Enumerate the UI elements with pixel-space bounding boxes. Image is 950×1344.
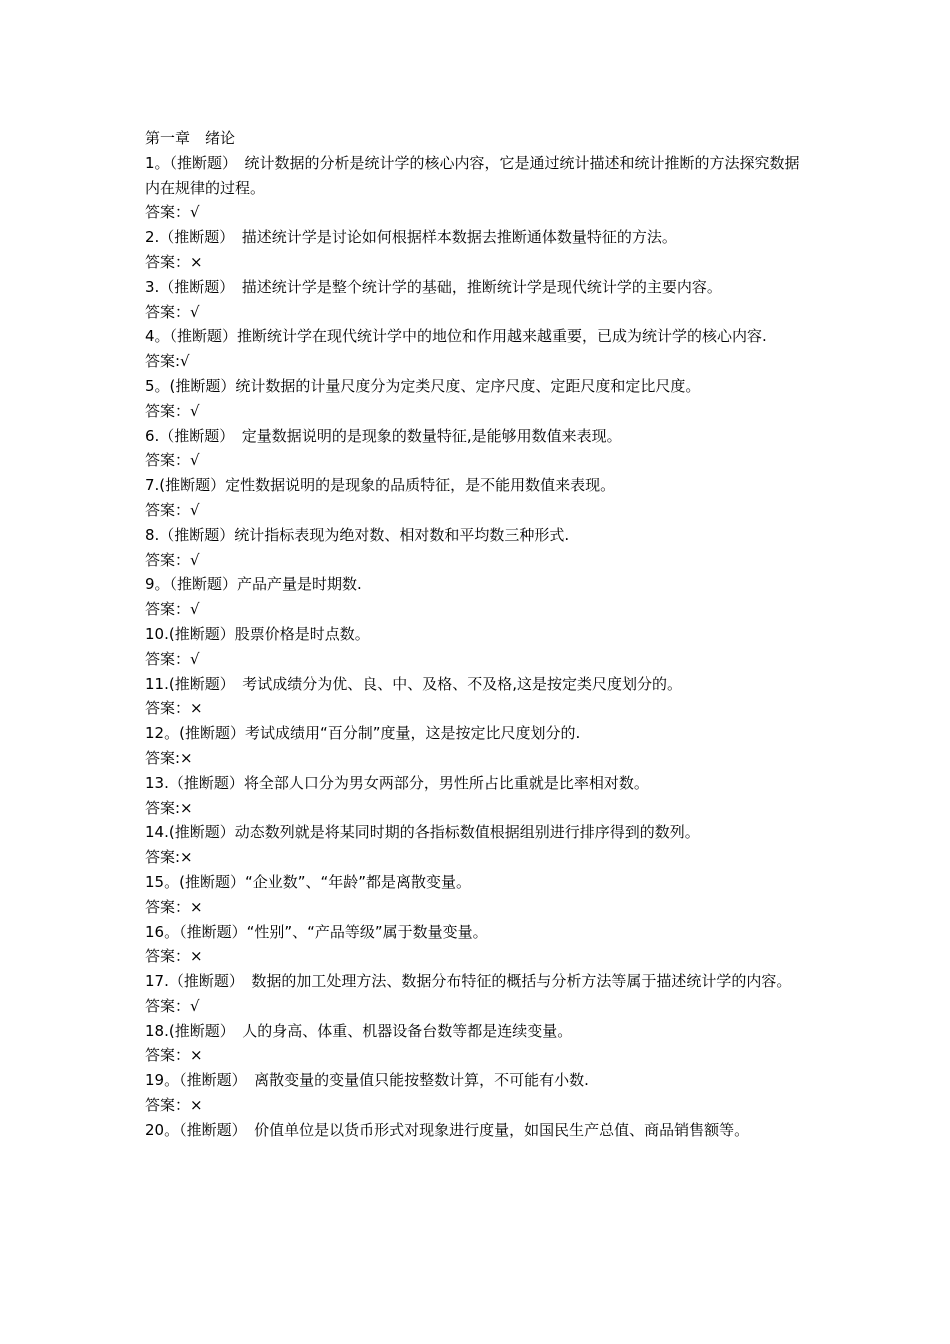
question-text: 14.(推断题）动态数列就是将某同时期的各指标数值根据组别进行排序得到的数列。 (145, 823, 700, 842)
answer-text: 答案：√ (145, 550, 200, 569)
question-text: 9。（推断题）产品产量是时期数. (145, 575, 362, 594)
question-text: 13.（推断题）将全部人口分为男女两部分，男性所占比重就是比率相对数。 (145, 773, 649, 792)
answer-text: 答案：× (145, 1096, 203, 1115)
question-text: 19。（推断题） 离散变量的变量值只能按整数计算，不可能有小数. (145, 1071, 589, 1090)
answer-text: 答案：√ (145, 401, 200, 420)
question-text: 15。(推断题）“企业数”、“年龄”都是离散变量。 (145, 872, 472, 891)
question-text: 5。(推断题）统计数据的计量尺度分为定类尺度、定序尺度、定距尺度和定比尺度。 (145, 376, 701, 395)
question-text: 8.（推断题）统计指标表现为绝对数、相对数和平均数三种形式. (145, 525, 570, 544)
answer-text: 答案：√ (145, 996, 200, 1015)
question-text: 6.（推断题） 定量数据说明的是现象的数量特征,是能够用数值来表现。 (145, 426, 622, 445)
question-text: 17.（推断题） 数据的加工处理方法、数据分布特征的概括与分析方法等属于描述统计学的内容。 (145, 972, 792, 991)
answer-text: 答案：× (145, 947, 203, 966)
question-text: 10.(推断题）股票价格是时点数。 (145, 624, 370, 643)
answer-text: 答案：√ (145, 649, 200, 668)
answer-text: 答案:× (145, 798, 193, 817)
question-text: 1。（推断题） 统计数据的分析是统计学的核心内容，它是通过统计描述和统计推断的方法探究数据内在规律的过程。 (145, 153, 800, 197)
answer-text: 答案：× (145, 897, 203, 916)
answer-text: 答案：× (145, 252, 203, 271)
answer-text: 答案：× (145, 699, 203, 718)
question-text: 11.(推断题） 考试成绩分为优、良、中、及格、不及格,这是按定类尺度划分的。 (145, 674, 682, 693)
answer-text: 答案:× (145, 848, 193, 867)
question-text: 12。(推断题）考试成绩用“百分制”度量，这是按定比尺度划分的. (145, 724, 581, 743)
chapter-title: 第一章 绪论 (145, 129, 236, 147)
question-text: 4。（推断题）推断统计学在现代统计学中的地位和作用越来越重要，已成为统计学的核心内容. (145, 327, 767, 346)
question-text: 7.(推断题）定性数据说明的是现象的品质特征，是不能用数值来表现。 (145, 476, 616, 495)
document-page (145, 126, 810, 1143)
answer-text: 答案：× (145, 1046, 203, 1065)
question-text: 2.（推断题） 描述统计学是讨论如何根据样本数据去推断通体数量特征的方法。 (145, 228, 677, 247)
question-text: 16。（推断题）“性别”、“产品等级”属于数量变量。 (145, 922, 488, 941)
answer-text: 答案：√ (145, 451, 200, 470)
answer-text: 答案:× (145, 748, 193, 767)
answer-text: 答案:√ (145, 352, 190, 371)
answer-text: 答案：√ (145, 302, 200, 321)
question-text: 20。（推断题） 价值单位是以货币形式对现象进行度量，如国民生产总值、商品销售额等。 (145, 1120, 750, 1139)
answer-text: 答案：√ (145, 203, 200, 222)
answer-text: 答案：√ (145, 600, 200, 619)
question-list (145, 151, 810, 1143)
question-text: 18.(推断题） 人的身高、体重、机器设备台数等都是连续变量。 (145, 1021, 573, 1040)
answer-text: 答案：√ (145, 500, 200, 519)
question-text: 3.（推断题） 描述统计学是整个统计学的基础，推断统计学是现代统计学的主要内容。 (145, 277, 722, 296)
